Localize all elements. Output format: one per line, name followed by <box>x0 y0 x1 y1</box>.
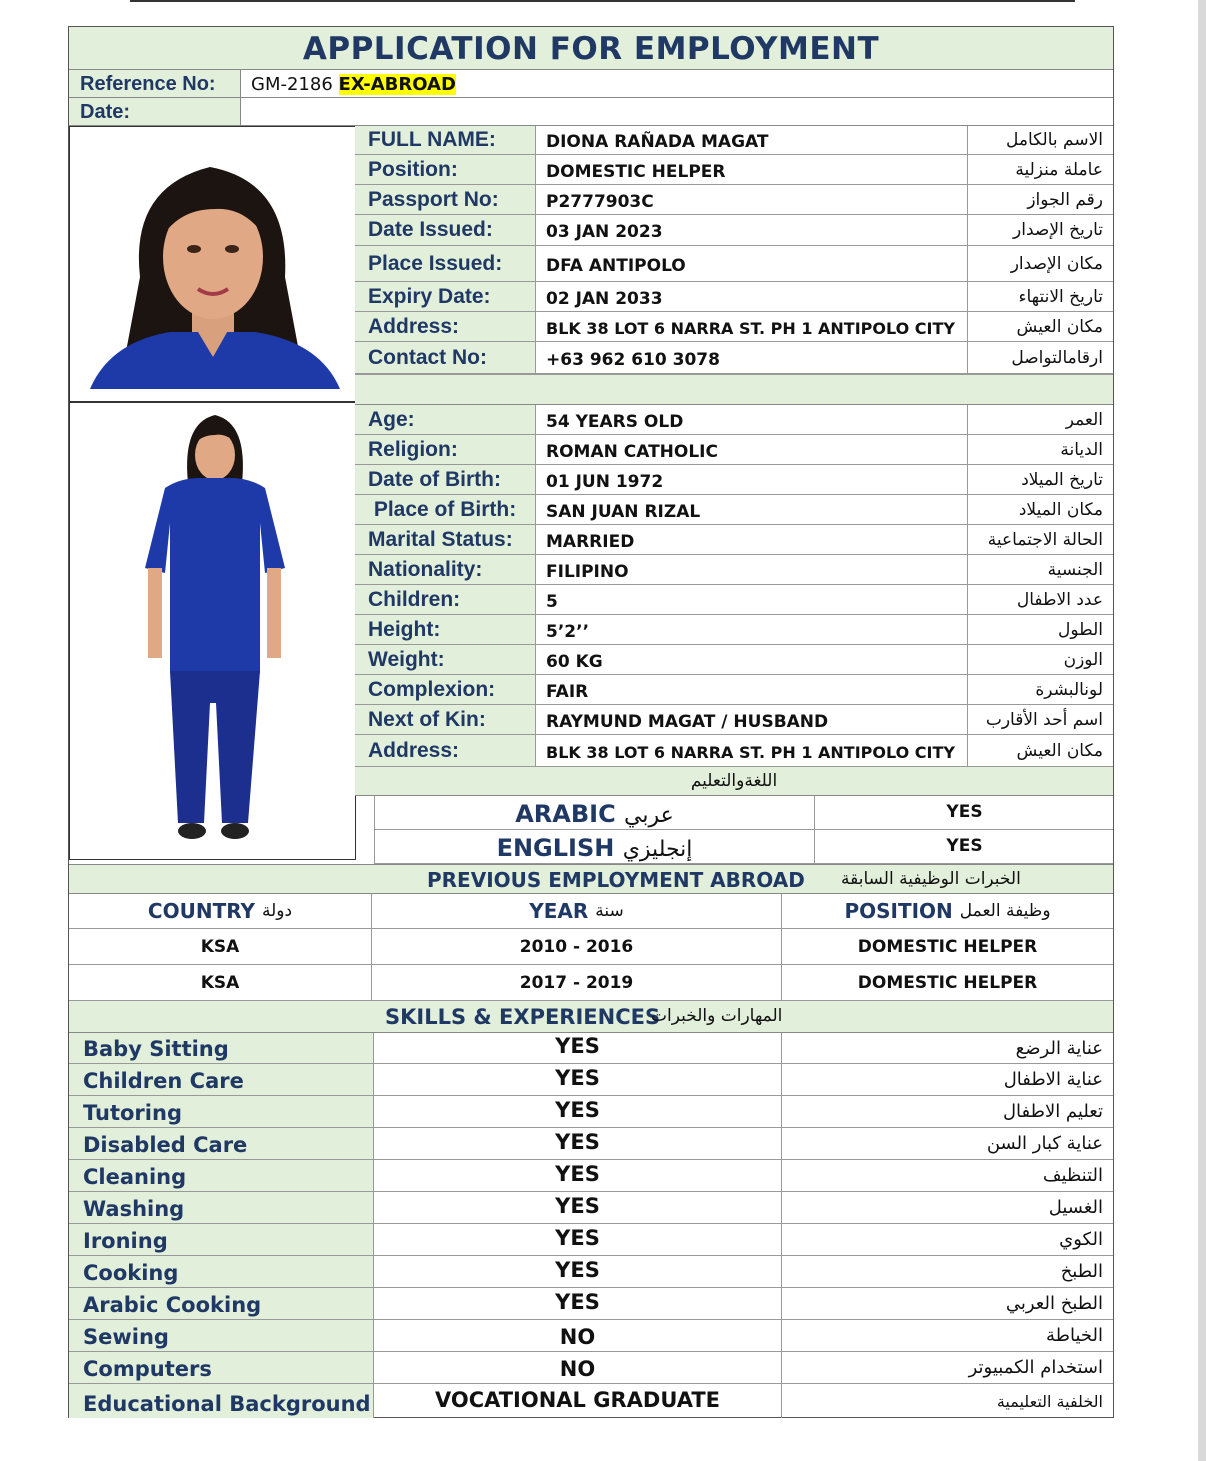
info-row <box>355 645 1113 675</box>
skill-arabic: الطبخ العربي <box>1005 1293 1103 1314</box>
field-arabic: مكان الميلاد <box>1018 499 1103 520</box>
info-row <box>355 465 1113 495</box>
field-label: Next of Kin: <box>355 705 536 734</box>
skill-arabic: تعليم الاطفال <box>1002 1101 1103 1122</box>
field-label: Place Issued: <box>355 246 536 281</box>
field-value: ROMAN CATHOLIC <box>536 435 968 464</box>
reference-row <box>69 70 1113 98</box>
application-form <box>68 26 1114 1418</box>
skill-value: YES <box>374 1256 782 1287</box>
skill-value: YES <box>374 1288 782 1319</box>
skill-row <box>69 1320 1113 1352</box>
skill-name: Ironing <box>69 1224 374 1255</box>
employment-header <box>69 864 1113 894</box>
skills-header <box>69 1001 1113 1033</box>
form-title: APPLICATION FOR EMPLOYMENT <box>69 27 1113 70</box>
skill-row <box>69 1256 1113 1288</box>
info-row <box>355 282 1113 312</box>
info-row <box>355 585 1113 615</box>
language-value: YES <box>946 836 983 856</box>
info-row <box>355 312 1113 342</box>
column-ar: سنة <box>595 901 624 921</box>
languages-header: اللغةوالتعليم <box>355 767 1113 796</box>
skill-value: YES <box>374 1128 782 1159</box>
language-row-english <box>374 830 1113 864</box>
language-ar: إنجليزي <box>622 837 693 862</box>
personal-info-table <box>355 126 1113 374</box>
skill-value: YES <box>374 1224 782 1255</box>
skill-row <box>69 1352 1113 1384</box>
top-rule <box>130 0 1075 2</box>
skill-name: Cleaning <box>69 1160 374 1191</box>
info-row <box>355 555 1113 585</box>
skill-arabic: عناية الرضع <box>1015 1037 1103 1059</box>
skill-row <box>69 1384 1113 1418</box>
field-label: Complexion: <box>355 675 536 704</box>
field-arabic: الجنسية <box>1047 559 1103 580</box>
skill-row <box>69 1064 1113 1096</box>
skill-arabic: التنظيف <box>1042 1165 1103 1186</box>
full-body-photo <box>69 402 356 860</box>
skill-arabic: عناية الاطفال <box>1003 1069 1103 1090</box>
cell-country: KSA <box>69 965 372 1000</box>
date-row <box>69 98 1113 126</box>
field-arabic: الديانة <box>1060 439 1103 460</box>
field-arabic: تاريخ الانتهاء <box>1018 286 1103 307</box>
field-label: Passport No: <box>355 185 536 214</box>
info-row <box>355 705 1113 735</box>
info-row <box>355 405 1113 435</box>
language-en: ARABIC <box>515 800 616 828</box>
skill-name: Arabic Cooking <box>69 1288 374 1319</box>
field-value: 5 <box>536 585 968 614</box>
field-label: Marital Status: <box>355 525 536 554</box>
info-row <box>355 525 1113 555</box>
field-value: SAN JUAN RIZAL <box>536 495 968 524</box>
info-row <box>355 615 1113 645</box>
field-label: FULL NAME: <box>355 126 536 154</box>
column-ar: وظيفة العمل <box>959 901 1051 921</box>
column-en: POSITION <box>844 899 953 923</box>
skill-name: Washing <box>69 1192 374 1223</box>
field-label: Expiry Date: <box>355 282 536 311</box>
field-arabic: الطول <box>1058 619 1103 640</box>
spacer-band <box>355 374 1113 405</box>
employment-title-ar: الخبرات الوظيفية السابقة <box>841 869 1021 889</box>
info-row <box>355 495 1113 525</box>
skill-value: NO <box>374 1352 782 1383</box>
skill-row <box>69 1128 1113 1160</box>
field-label: Weight: <box>355 645 536 674</box>
employment-title: PREVIOUS EMPLOYMENT ABROAD <box>427 868 805 892</box>
cell-year: 2010 - 2016 <box>372 929 782 964</box>
skill-row <box>69 1160 1113 1192</box>
skill-arabic: الطبخ <box>1060 1261 1103 1282</box>
portrait-photo <box>69 126 356 402</box>
info-row <box>355 185 1113 215</box>
field-arabic: مكان العيش <box>1016 316 1103 337</box>
skills-title-ar: المهارات والخبرات <box>651 1006 783 1026</box>
field-value: FILIPINO <box>536 555 968 584</box>
field-arabic: مكان العيش <box>1016 740 1103 761</box>
field-label: Nationality: <box>355 555 536 584</box>
field-value: RAYMUND MAGAT / HUSBAND <box>536 705 968 734</box>
skill-arabic: الخلفية التعليمية <box>996 1391 1103 1411</box>
employment-columns <box>69 894 1113 929</box>
field-arabic: تاريخ الإصدار <box>1013 220 1103 240</box>
info-row <box>355 342 1113 374</box>
date-label: Date: <box>69 98 241 125</box>
field-arabic: لونالبشرة <box>1035 679 1103 700</box>
field-value: 02 JAN 2033 <box>536 282 968 311</box>
column-ar: دولة <box>261 901 293 921</box>
cell-position: DOMESTIC HELPER <box>857 972 1038 993</box>
field-value: BLK 38 LOT 6 NARRA ST. PH 1 ANTIPOLO CITY <box>536 735 968 766</box>
field-value: FAIR <box>536 675 968 704</box>
field-value: DFA ANTIPOLO <box>536 246 968 281</box>
skill-value: YES <box>374 1033 782 1063</box>
skill-arabic: الكوي <box>1059 1229 1103 1250</box>
full-body-image <box>70 403 356 860</box>
skill-value: YES <box>374 1064 782 1095</box>
language-name <box>375 796 815 829</box>
skill-name: Computers <box>69 1352 374 1383</box>
field-label: Age: <box>355 405 536 434</box>
field-value: 01 JUN 1972 <box>536 465 968 494</box>
skill-value: YES <box>374 1096 782 1127</box>
info-row <box>355 215 1113 246</box>
skill-row <box>69 1096 1113 1128</box>
field-value: P2777903C <box>536 185 968 214</box>
skill-row <box>69 1192 1113 1224</box>
cell-country: KSA <box>69 929 372 964</box>
table-row <box>69 929 1113 965</box>
skill-name: Educational Background <box>69 1384 374 1418</box>
column-country <box>69 894 372 928</box>
language-ar: عربي <box>624 803 674 828</box>
column-en: YEAR <box>529 899 589 923</box>
skill-value: YES <box>374 1192 782 1223</box>
field-value: 60 KG <box>536 645 968 674</box>
field-value: 03 JAN 2023 <box>536 215 968 245</box>
skill-name: Disabled Care <box>69 1128 374 1159</box>
field-value: DOMESTIC HELPER <box>536 155 968 184</box>
column-year <box>372 894 782 928</box>
page-edge <box>1198 0 1206 1461</box>
info-row <box>355 435 1113 465</box>
field-arabic: رقم الجواز <box>1027 189 1103 210</box>
field-arabic: الحالة الاجتماعية <box>987 529 1103 550</box>
skill-arabic: استخدام الكمبيوتر <box>968 1357 1103 1378</box>
field-arabic: العمر <box>1065 409 1103 430</box>
field-value: MARRIED <box>536 525 968 554</box>
field-value: BLK 38 LOT 6 NARRA ST. PH 1 ANTIPOLO CITY <box>536 312 968 341</box>
field-value: 5’2’’ <box>536 615 968 644</box>
cell-year: 2017 - 2019 <box>372 965 782 1000</box>
skill-row <box>69 1224 1113 1256</box>
field-arabic: ارقامالتواصل <box>1011 347 1103 368</box>
reference-label: Reference No: <box>69 70 241 97</box>
column-en: COUNTRY <box>147 899 256 923</box>
language-en: ENGLISH <box>496 834 615 862</box>
field-value: DIONA RAÑADA MAGAT <box>536 126 968 154</box>
skill-arabic: الخياطة <box>1046 1325 1103 1346</box>
skill-arabic: الغسيل <box>1048 1197 1103 1218</box>
field-arabic: مكان الإصدار <box>1010 253 1103 274</box>
skill-row <box>69 1033 1113 1064</box>
language-name <box>375 830 815 863</box>
field-label: Date Issued: <box>355 215 536 245</box>
reference-value <box>251 70 456 97</box>
field-label: Children: <box>355 585 536 614</box>
field-label: Date of Birth: <box>355 465 536 494</box>
field-label: Religion: <box>355 435 536 464</box>
info-row <box>355 246 1113 282</box>
skill-arabic: عناية كبار السن <box>986 1133 1103 1154</box>
skill-name: Sewing <box>69 1320 374 1351</box>
field-value: 54 YEARS OLD <box>536 405 968 434</box>
language-row-arabic <box>374 796 1113 830</box>
info-row <box>355 155 1113 185</box>
field-arabic: عاملة منزلية <box>1015 159 1103 180</box>
skill-name: Children Care <box>69 1064 374 1095</box>
skill-row <box>69 1288 1113 1320</box>
details-table <box>355 405 1113 767</box>
field-label: Height: <box>355 615 536 644</box>
field-label: Place of Birth: <box>355 495 536 524</box>
field-arabic: الوزن <box>1063 649 1103 670</box>
cell-position: DOMESTIC HELPER <box>857 936 1038 957</box>
language-value: YES <box>946 802 983 822</box>
table-row <box>69 965 1113 1001</box>
skills-title: SKILLS & EXPERIENCES <box>385 1005 661 1029</box>
field-label: Position: <box>355 155 536 184</box>
skill-name: Tutoring <box>69 1096 374 1127</box>
skill-value: NO <box>374 1320 782 1351</box>
info-row <box>355 126 1113 155</box>
field-value: +63 962 610 3078 <box>536 342 968 373</box>
field-arabic: اسم أحد الأقارب <box>985 709 1103 730</box>
field-label: Contact No: <box>355 342 536 373</box>
portrait-image <box>70 127 356 402</box>
field-arabic: الاسم بالكامل <box>1005 130 1103 150</box>
column-position <box>782 894 1113 928</box>
skill-value: VOCATIONAL GRADUATE <box>374 1384 782 1418</box>
field-arabic: عدد الاطفال <box>1016 589 1103 610</box>
info-row <box>355 735 1113 767</box>
reference-tag: EX-ABROAD <box>338 74 456 95</box>
field-label: Address: <box>355 312 536 341</box>
skill-name: Cooking <box>69 1256 374 1287</box>
info-row <box>355 675 1113 705</box>
skill-name: Baby Sitting <box>69 1033 374 1063</box>
reference-code: GM-2186 <box>251 74 333 95</box>
field-label: Address: <box>355 735 536 766</box>
field-arabic: تاريخ الميلاد <box>1021 469 1103 490</box>
skill-value: YES <box>374 1160 782 1191</box>
